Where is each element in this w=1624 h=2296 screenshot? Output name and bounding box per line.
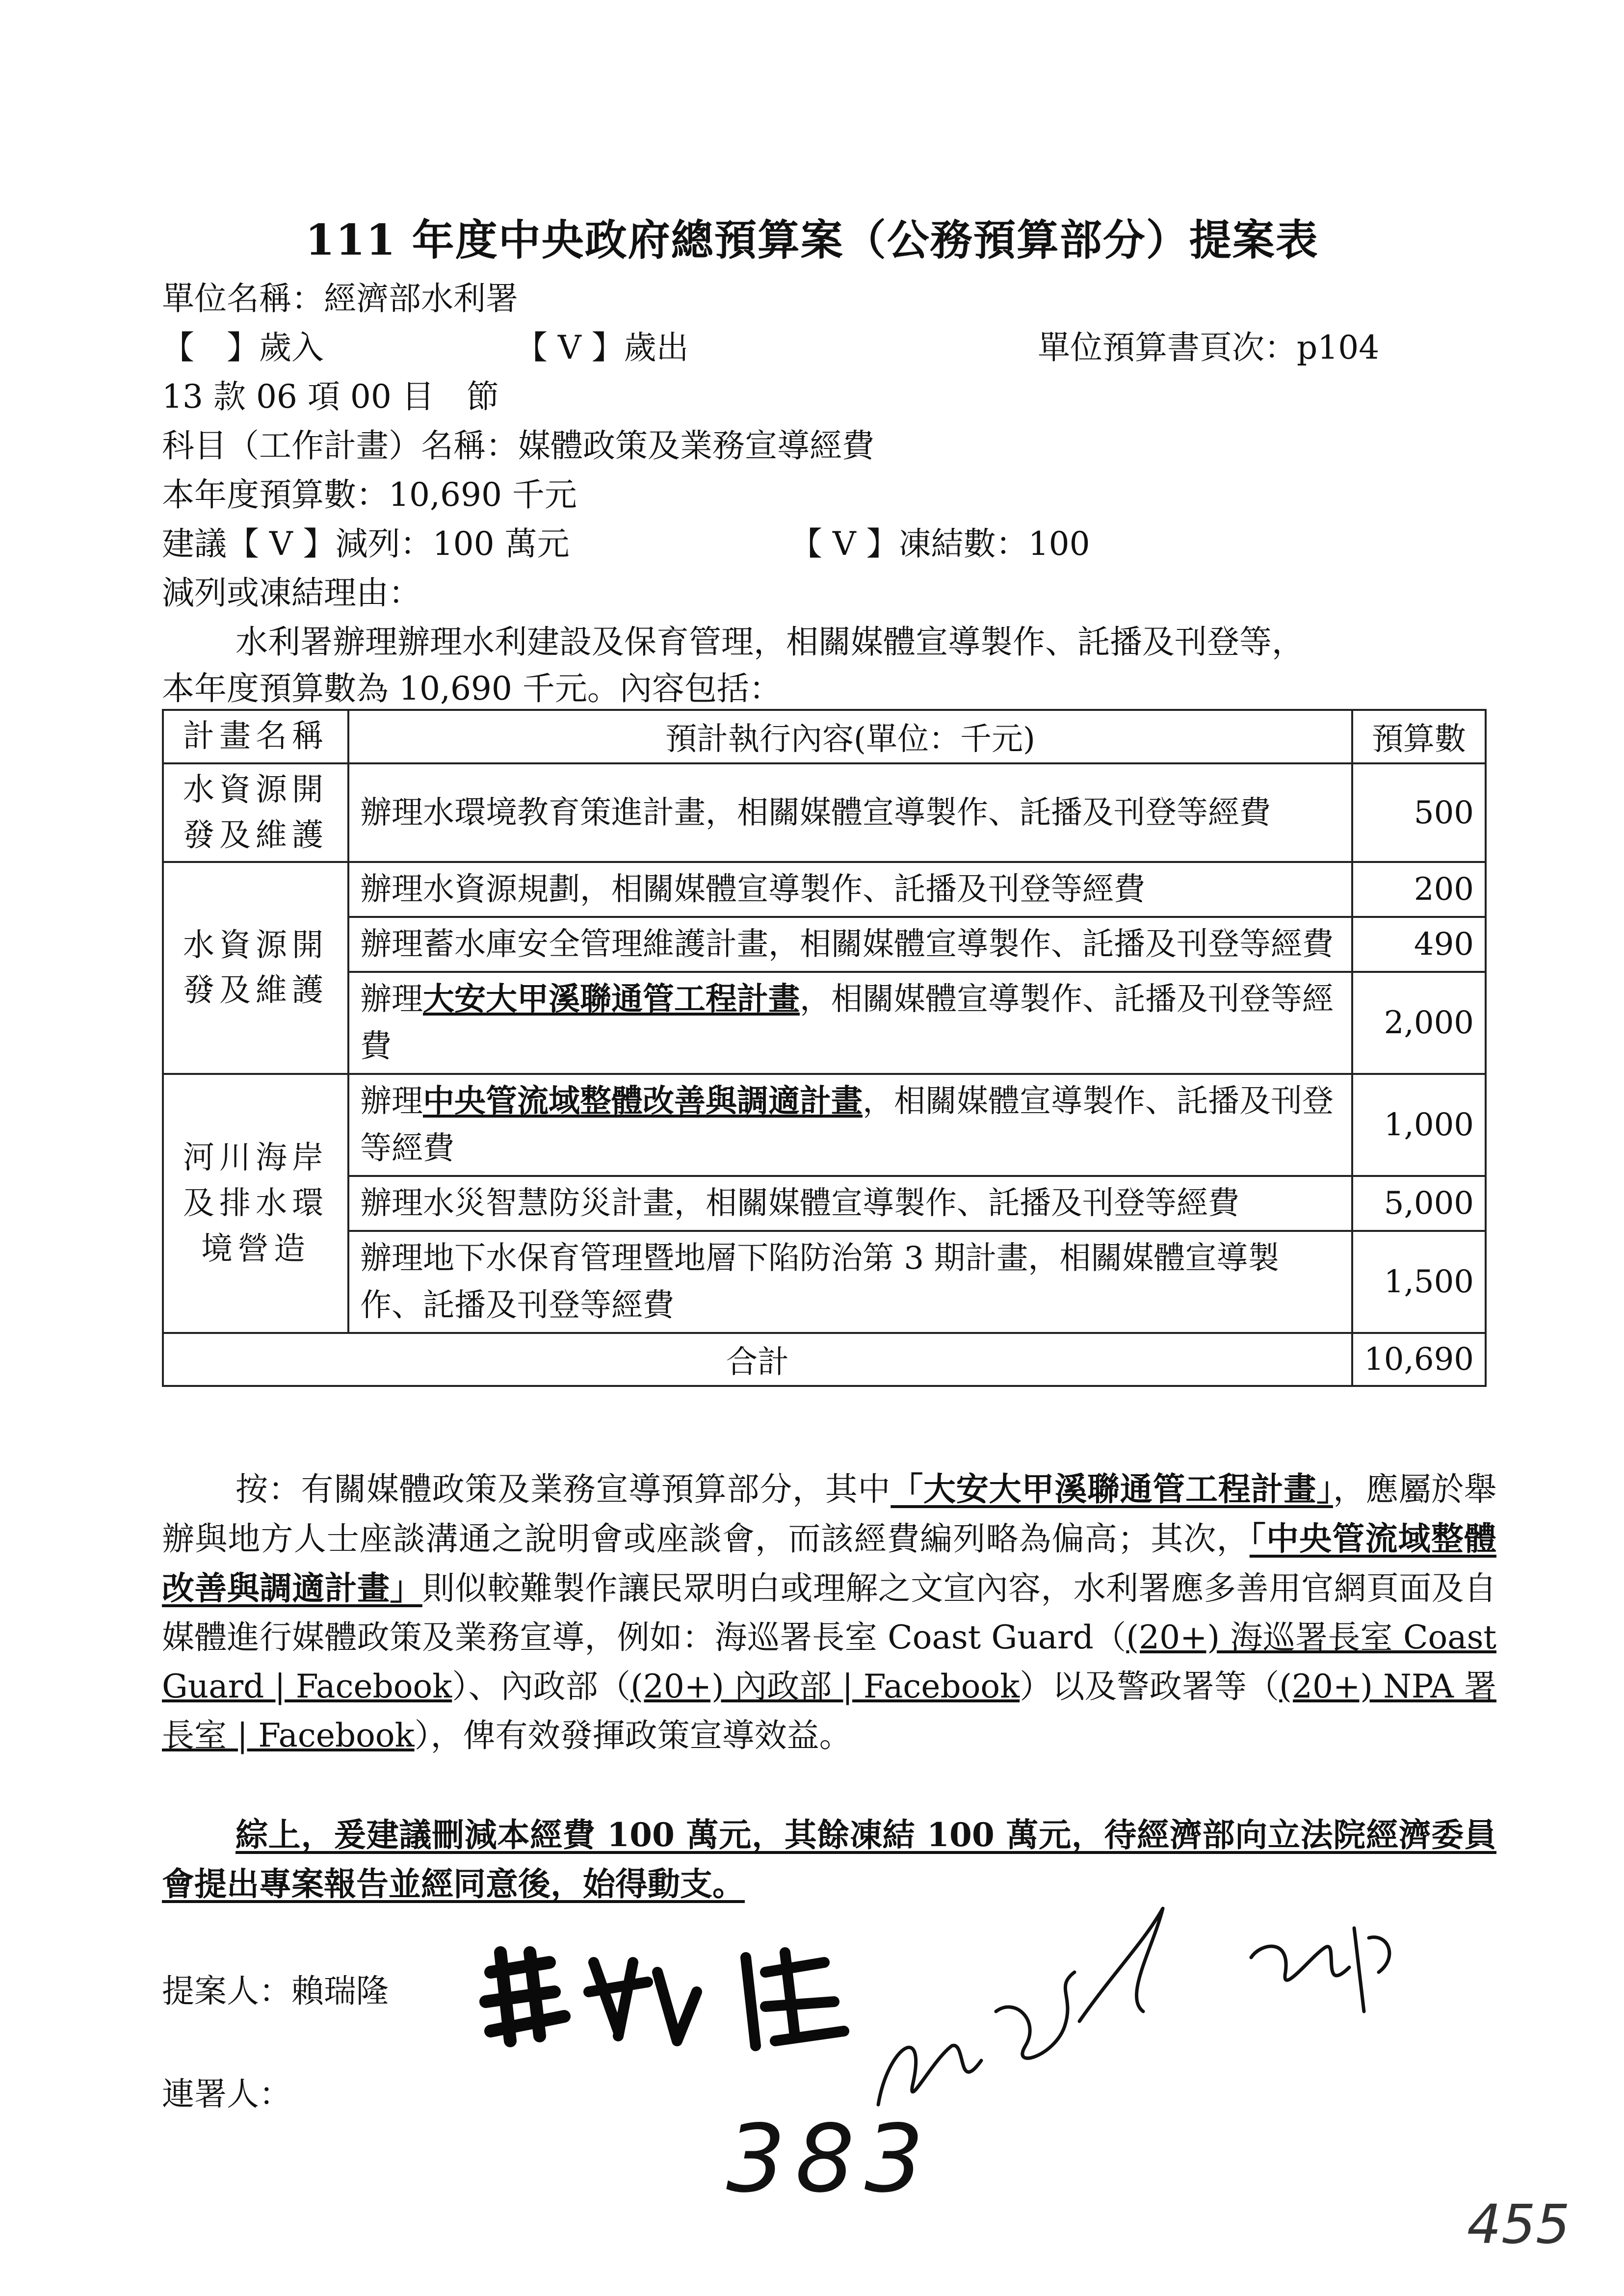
table-row — [163, 862, 1486, 917]
content-cell — [348, 972, 1352, 1074]
table-row — [163, 972, 1486, 1074]
amount-cell: 1,000 — [1352, 1074, 1486, 1176]
page-reference: 單位預算書頁次：p104 — [1038, 329, 1380, 366]
project-name-highlight: 大安大甲溪聯通管工程計畫 — [423, 981, 800, 1018]
proposer-signature — [471, 1933, 864, 2061]
table-header-row — [163, 710, 1486, 763]
expenditure-checkbox: 【 V 】歲出 — [515, 329, 689, 366]
content-cell — [348, 763, 1352, 862]
amount-cell: 200 — [1352, 862, 1486, 917]
note-text: 按：有關媒體政策及業務宣導預算部分，其中 — [236, 1470, 891, 1508]
reason-label: 減列或凍結理由： — [162, 574, 421, 612]
proposer-label: 提案人：賴瑞隆 — [162, 1972, 389, 2010]
suggest-freeze: 【 V 】凍結數：100 — [790, 525, 1090, 563]
table-row — [163, 917, 1486, 972]
document-number-stamp: 383 — [726, 2105, 934, 2213]
note-project-1: 「大安大甲溪聯通管工程計畫」 — [891, 1470, 1333, 1508]
npa-link[interactable]: (20+) NPA 署長室 | Facebook — [162, 1668, 1497, 1754]
intro-line-1: 水利署辦理辦理水利建設及保育管理，相關媒體宣導製作、託播及刊登等， — [236, 623, 1304, 661]
content-text-pre: 辦理 — [360, 981, 423, 1018]
note-text: ，應屬於舉辦與地方人士座談溝通之說明會或座談會，而該經費編列略為偏高；其次， — [162, 1470, 1497, 1558]
cosigner-signatures — [868, 1899, 1506, 2144]
header-amount: 預算數 — [1352, 710, 1486, 763]
cosigner-label: 連署人： — [162, 2075, 291, 2113]
conclusion-paragraph: 綜上，爰建議刪減本經費 100 萬元，其餘凍結 100 萬元，待經濟部向立法院經濟委員會提出專案報告並經同意後，始得動支。 — [162, 1816, 1496, 1903]
amount-cell: 5,000 — [1352, 1176, 1486, 1231]
coast-guard-link[interactable]: (20+) 海巡署長室 Coast Guard | Facebook — [162, 1618, 1497, 1705]
revenue-checkbox: 【 】歲入 — [162, 329, 324, 366]
content-text: 辦理水環境教育策進計畫，相關媒體宣導製作、託播及刊登等經費 — [360, 794, 1271, 831]
subject-name: 科目（工作計畫）名稱：媒體政策及業務宣導經費 — [162, 427, 874, 465]
page-corner-number: 455 — [1467, 2193, 1570, 2256]
note-text: 則似較難製作讓民眾明白或理解之文宣內容，水利署應多善用官網頁面及自媒體進行媒體政策及業務宣導，例如：海巡署長室 Coast Guard（ — [162, 1569, 1497, 1656]
amount-cell: 490 — [1352, 917, 1486, 972]
item-code: 13 款 06 項 00 目 節 — [162, 378, 499, 416]
note-text: ）、內政部（ — [452, 1668, 631, 1705]
amount-cell: 2,000 — [1352, 972, 1486, 1074]
content-text: 辦理水資源規劃，相關媒體宣導製作、託播及刊登等經費 — [360, 871, 1145, 908]
budget-amount: 本年度預算數：10,690 千元 — [162, 476, 577, 514]
moi-link[interactable]: (20+) 內政部 | Facebook — [630, 1668, 1020, 1705]
unit-name: 單位名稱：經濟部水利署 — [162, 280, 518, 317]
intro-line-2: 本年度預算數為 10,690 千元。內容包括： — [162, 670, 782, 707]
table-row — [163, 1176, 1486, 1231]
table-row — [163, 763, 1486, 862]
content-text-post: ，相關媒體宣導製作、託播及刊登等經費 — [360, 981, 1334, 1065]
note-project-2: 「中央管流域整體改善與調適計畫」 — [162, 1519, 1497, 1607]
total-label: 合計 — [163, 1333, 1352, 1386]
content-cell — [348, 1176, 1352, 1231]
content-cell — [348, 917, 1352, 972]
table-row — [163, 1074, 1486, 1176]
content-text: 辦理水災智慧防災計畫，相關媒體宣導製作、託播及刊登等經費 — [360, 1185, 1239, 1222]
project-name-highlight: 中央管流域整體改善與調適計畫 — [423, 1083, 863, 1120]
page-title: 111 年度中央政府總預算案（公務預算部分）提案表 — [305, 215, 1319, 265]
plan-name: 水資源開發及維護 — [163, 763, 348, 862]
amount-cell: 1,500 — [1352, 1231, 1486, 1333]
content-text: 辦理地下水保育管理暨地層下陷防治第 3 期計畫，相關媒體宣導製作、託播及刊登等經費 — [360, 1240, 1280, 1324]
amount-cell: 500 — [1352, 763, 1486, 862]
note-paragraph — [162, 1464, 1496, 1760]
content-cell — [348, 862, 1352, 917]
content-text-pre: 辦理 — [360, 1083, 423, 1120]
total-amount: 10,690 — [1352, 1333, 1486, 1386]
budget-table — [162, 709, 1487, 1387]
table-row — [163, 1231, 1486, 1333]
note-text: ），俾有效發揮政策宣導效益。 — [414, 1717, 852, 1754]
plan-name: 水資源開發及維護 — [163, 862, 348, 1074]
plan-name: 河川海岸及排水環境營造 — [163, 1074, 348, 1333]
content-cell — [348, 1074, 1352, 1176]
header-content: 預計執行內容(單位：千元) — [348, 710, 1352, 763]
content-cell — [348, 1231, 1352, 1333]
note-text: ）以及警政署等（ — [1020, 1668, 1280, 1705]
suggest-cut: 建議【 V 】減列：100 萬元 — [162, 525, 570, 563]
content-text: 辦理蓄水庫安全管理維護計畫，相關媒體宣導製作、託播及刊登等經費 — [360, 926, 1334, 963]
header-plan: 計畫名稱 — [163, 710, 348, 763]
content-text-post: ，相關媒體宣導製作、託播及刊登等經費 — [360, 1083, 1334, 1167]
total-row — [163, 1333, 1486, 1386]
